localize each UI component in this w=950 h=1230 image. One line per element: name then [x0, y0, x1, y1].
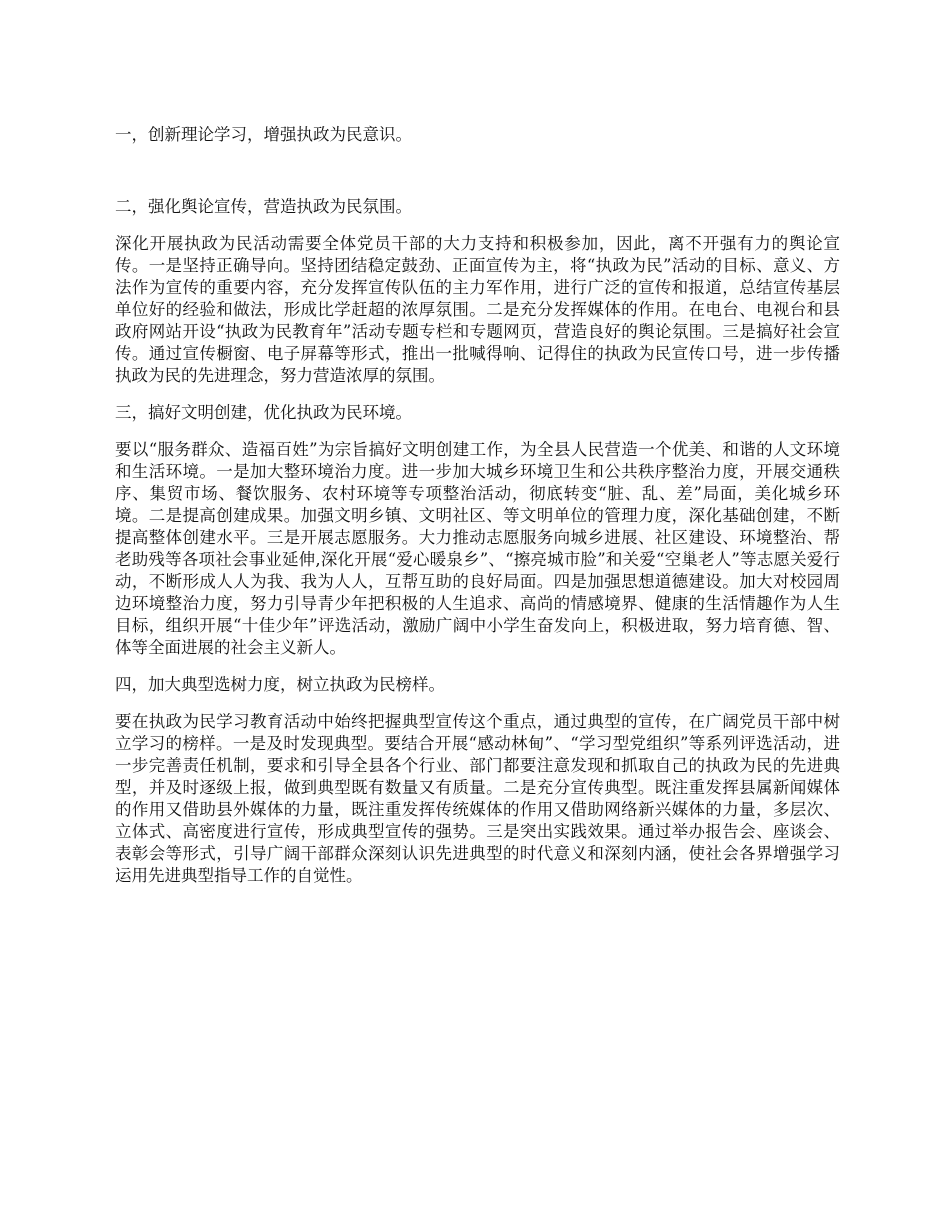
- document-body: [115, 124, 840, 887]
- section-heading-3: 三，搞好文明创建，优化执政为民环境。: [115, 403, 412, 422]
- section-heading-4: 四，加大典型选树力度，树立执政为民榜样。: [115, 675, 445, 694]
- section-paragraph-3: 要以“服务群众、造福百姓”为宗旨搞好文明创建工作，为全县人民营造一个优美、和谐的人文环境和生活环境。一是加大整环境治力度。进一步加大城乡环境卫生和公共秩序整治力度，开展交通秩序、集贸市场、餐饮服务、农村环境等专项整治活动，彻底转变“脏、乱、差”局面，美化城乡环境。二是提高创建成果。加强文明乡镇、文明社区、等文明单位的管理力度，深化基础创建，不断提高整体创建水平。三是开展志愿服务。大力推动志愿服务向城乡进展、社区建设、环境整治、帮老助残等各项社会事业延伸,深化开展“爱心暖泉乡”、“擦亮城市脸”和关爱“空巢老人”等志愿关爱行动，不断形成人人为我、我为人人，互帮互助的良好局面。四是加强思想道德建设。加大对校园周边环境整治力度，努力引导青少年把积极的人生追求、高尚的情感境界、健康的生活情趣作为人生目标，组织开展“十佳少年”评选活动，激励广阔中小学生奋发向上，积极进取，努力培育德、智、体等全面进展的社会主义新人。: [115, 440, 840, 657]
- section-heading-2: 二，强化舆论宣传，营造执政为民氛围。: [115, 197, 412, 216]
- section-paragraph-2: 深化开展执政为民活动需要全体党员干部的大力支持和积极参加，因此，离不开强有力的舆论宣传。一是坚持正确导向。坚持团结稳定鼓劲、正面宣传为主，将“执政为民”活动的目标、意义、方法作为宣传的重要内容，充分发挥宣传队伍的主力军作用，进行广泛的宣传和报道，总结宣传基层单位好的经验和做法，形成比学赶超的浓厚氛围。二是充分发挥媒体的作用。在电台、电视台和县政府网站开设“执政为民教育年”活动专题专栏和专题网页，营造良好的舆论氛围。三是搞好社会宣传。通过宣传橱窗、电子屏幕等形式，推出一批喊得响、记得住的执政为民宣传口号，进一步传播执政为民的先进理念，努力营造浓厚的氛围。: [115, 234, 840, 385]
- section-paragraph-4: 要在执政为民学习教育活动中始终把握典型宣传这个重点，通过典型的宣传，在广阔党员干部中树立学习的榜样。一是及时发现典型。要结合开展“感动林甸”、“学习型党组织”等系列评选活动，进一步完善责任机制，要求和引导全县各个行业、部门都要注意发现和抓取自己的执政为民的先进典型，并及时逐级上报，做到典型既有数量又有质量。二是充分宣传典型。既注重发挥县属新闻媒体的作用又借助县外媒体的力量，既注重发挥传统媒体的作用又借助网络新兴媒体的力量，多层次、立体式、高密度进行宣传，形成典型宣传的强势。三是突出实践效果。通过举办报告会、座谈会、表彰会等形式，引导广阔干部群众深刻认识先进典型的时代意义和深刻内涵，使社会各界增强学习运用先进典型指导工作的自觉性。: [115, 712, 840, 885]
- section-heading-1: 一，创新理论学习，增强执政为民意识。: [115, 125, 412, 144]
